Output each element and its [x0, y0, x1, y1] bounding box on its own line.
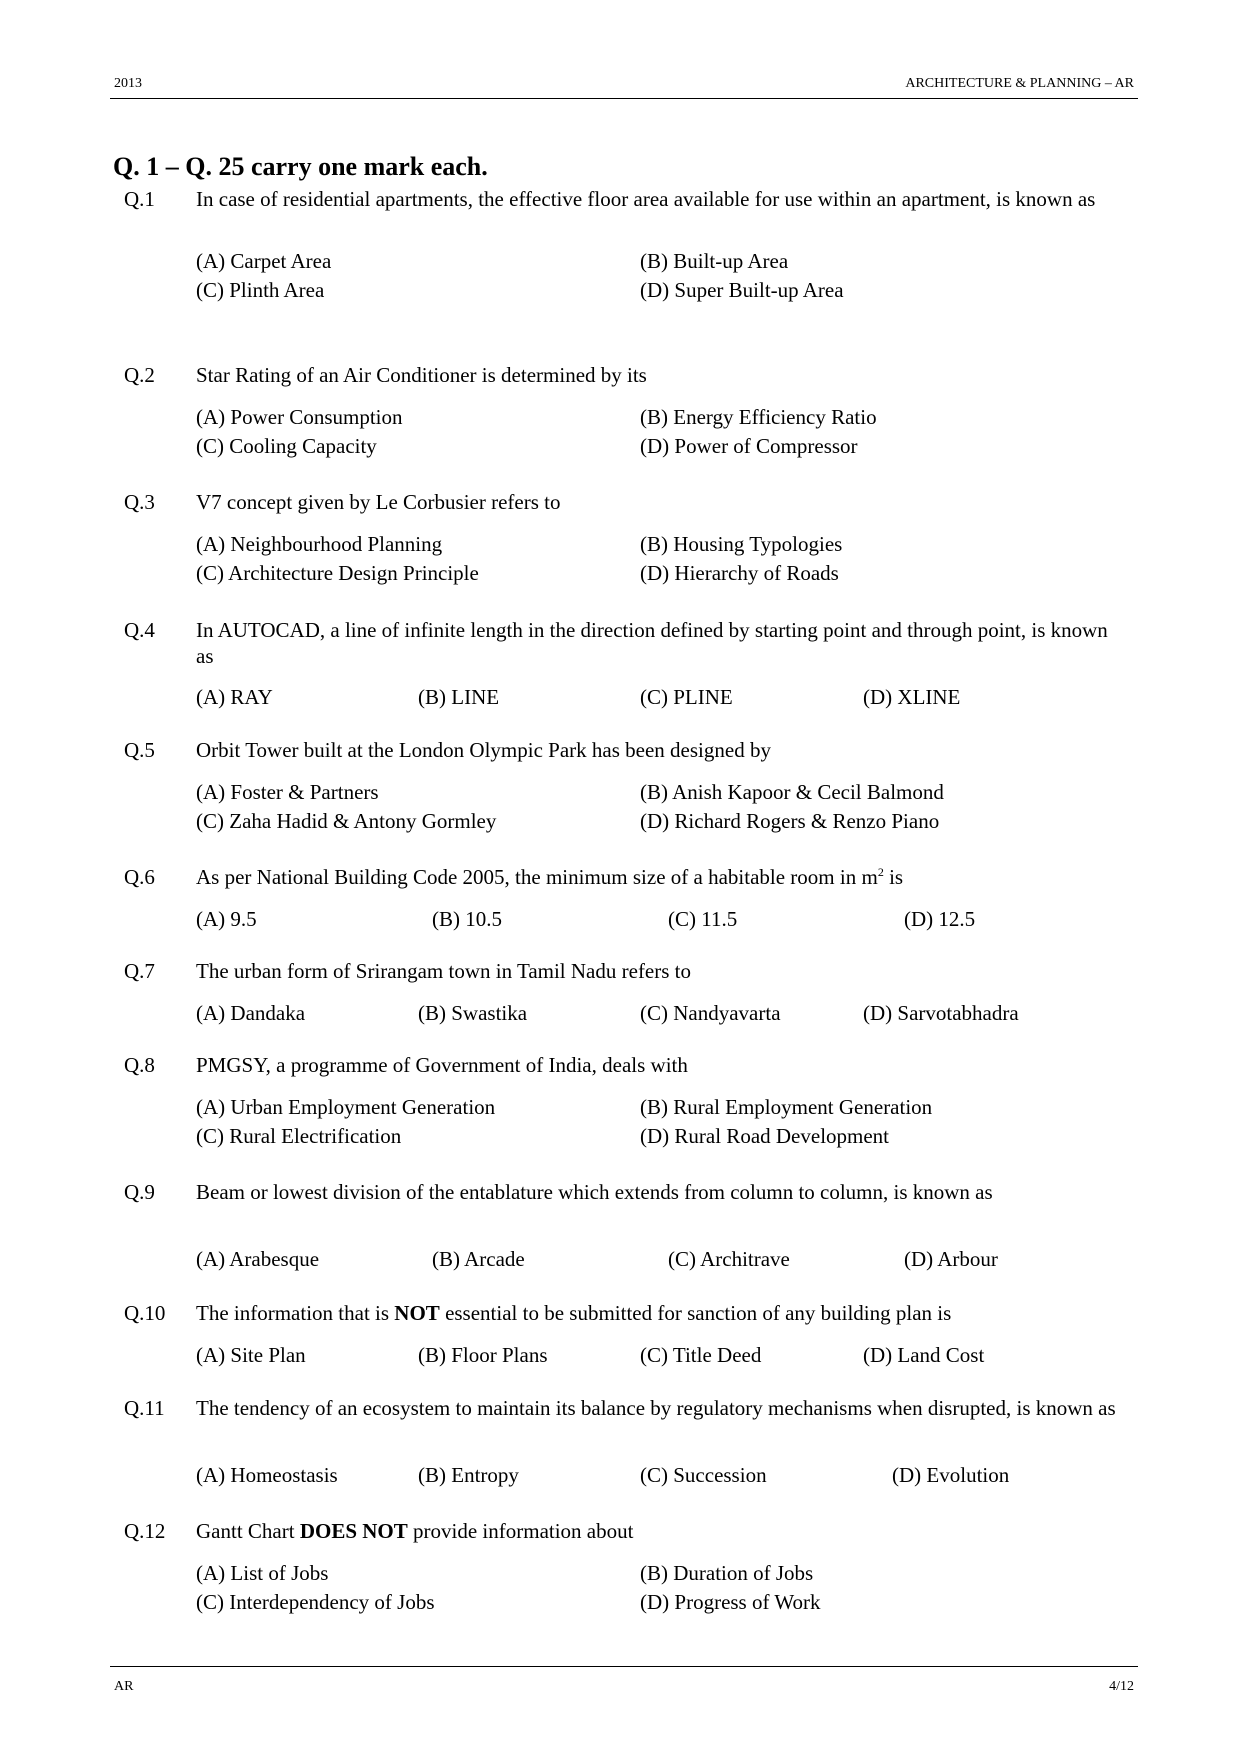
option-b[interactable]: (B) Energy Efficiency Ratio [640, 405, 877, 429]
option-b[interactable]: (B) Built-up Area [640, 249, 789, 273]
option-b[interactable]: (B) Floor Plans [418, 1343, 548, 1367]
option-c[interactable]: (C) Nandyavarta [640, 1001, 781, 1025]
option-d[interactable]: (D) Arbour [904, 1247, 998, 1271]
option-c[interactable]: (C) Architecture Design Principle [196, 561, 479, 585]
header-subject: ARCHITECTURE & PLANNING – AR [905, 76, 1134, 91]
question-number: Q.3 [124, 490, 155, 514]
option-b[interactable]: (B) Arcade [432, 1247, 525, 1271]
question-number: Q.4 [124, 618, 155, 642]
question-number: Q.6 [124, 865, 155, 889]
option-b[interactable]: (B) Anish Kapoor & Cecil Balmond [640, 780, 944, 804]
question-number: Q.9 [124, 1180, 155, 1204]
option-a[interactable]: (A) Urban Employment Generation [196, 1095, 496, 1119]
option-d[interactable]: (D) Evolution [892, 1463, 1010, 1487]
option-c[interactable]: (C) Interdependency of Jobs [196, 1590, 435, 1614]
question-text: The urban form of Srirangam town in Tamil Nadu refers to [196, 959, 692, 983]
option-d[interactable]: (D) XLINE [863, 685, 961, 709]
option-c[interactable]: (C) Rural Electrification [196, 1124, 402, 1148]
option-a[interactable]: (A) List of Jobs [196, 1561, 329, 1585]
question-text-end: is [883, 865, 904, 889]
option-d[interactable]: (D) 12.5 [904, 907, 976, 931]
question-text-start: Gantt Chart [196, 1519, 300, 1543]
page-number: 4/12 [1109, 1679, 1134, 1694]
option-d[interactable]: (D) Hierarchy of Roads [640, 561, 839, 585]
option-a[interactable]: (A) Carpet Area [196, 249, 332, 273]
question-text [196, 1518, 1121, 1544]
question-number: Q.10 [124, 1301, 166, 1325]
question-text: In AUTOCAD, a line of infinite length in the direction defined by starting point and through point, is known as [196, 618, 1108, 668]
question-number: Q.12 [124, 1519, 166, 1543]
question-number: Q.8 [124, 1053, 155, 1077]
option-c[interactable]: (C) Succession [640, 1463, 767, 1487]
option-c[interactable]: (C) 11.5 [668, 907, 738, 931]
header-year: 2013 [114, 76, 142, 91]
question-number: Q.2 [124, 363, 155, 387]
option-d[interactable]: (D) Rural Road Development [640, 1124, 890, 1148]
option-a[interactable]: (A) Neighbourhood Planning [196, 532, 443, 556]
option-a[interactable]: (A) Foster & Partners [196, 780, 379, 804]
option-a[interactable]: (A) Homeostasis [196, 1463, 338, 1487]
question-text [196, 864, 1121, 890]
footer-paper-code: AR [114, 1679, 134, 1694]
question-text: Star Rating of an Air Conditioner is determined by its [196, 363, 647, 387]
emphasis: NOT [394, 1301, 440, 1325]
option-b[interactable]: (B) Rural Employment Generation [640, 1095, 933, 1119]
option-a[interactable]: (A) 9.5 [196, 907, 257, 931]
question-text-end: essential to be submitted for sanction of any building plan is [439, 1301, 952, 1325]
question-text: V7 concept given by Le Corbusier refers to [196, 490, 561, 514]
section-title: Q. 1 – Q. 25 carry one mark each. [113, 152, 488, 181]
option-c[interactable]: (C) PLINE [640, 685, 733, 709]
option-c[interactable]: (C) Title Deed [640, 1343, 762, 1367]
option-a[interactable]: (A) RAY [196, 685, 273, 709]
option-a[interactable]: (A) Power Consumption [196, 405, 403, 429]
option-a[interactable]: (A) Dandaka [196, 1001, 306, 1025]
option-b[interactable]: (B) Entropy [418, 1463, 519, 1487]
option-d[interactable]: (D) Super Built-up Area [640, 278, 844, 302]
question-text-end: provide information about [407, 1519, 634, 1543]
question-number: Q.1 [124, 187, 155, 211]
option-b[interactable]: (B) 10.5 [432, 907, 502, 931]
option-d[interactable]: (D) Land Cost [863, 1343, 985, 1367]
option-b[interactable]: (B) Housing Typologies [640, 532, 843, 556]
option-d[interactable]: (D) Richard Rogers & Renzo Piano [640, 809, 940, 833]
question-number: Q.11 [124, 1396, 165, 1420]
option-c[interactable]: (C) Cooling Capacity [196, 434, 377, 458]
option-a[interactable]: (A) Arabesque [196, 1247, 320, 1271]
question-text: In case of residential apartments, the effective floor area available for use within an apartment, is known as [196, 187, 1096, 211]
question-text [196, 1300, 1121, 1326]
option-c[interactable]: (C) Plinth Area [196, 278, 325, 302]
question-text: Beam or lowest division of the entablature which extends from column to column, is known as [196, 1180, 993, 1204]
option-b[interactable]: (B) Swastika [418, 1001, 528, 1025]
question-text: PMGSY, a programme of Government of India, deals with [196, 1053, 688, 1077]
question-text-main: As per National Building Code 2005, the minimum size of a habitable room in m [196, 865, 878, 889]
option-b[interactable]: (B) LINE [418, 685, 500, 709]
option-c[interactable]: (C) Architrave [668, 1247, 790, 1271]
option-c[interactable]: (C) Zaha Hadid & Antony Gormley [196, 809, 497, 833]
option-a[interactable]: (A) Site Plan [196, 1343, 306, 1367]
option-b[interactable]: (B) Duration of Jobs [640, 1561, 814, 1585]
question-text: Orbit Tower built at the London Olympic Park has been designed by [196, 738, 771, 762]
superscript: 2 [877, 865, 884, 879]
option-d[interactable]: (D) Power of Compressor [640, 434, 858, 458]
option-d[interactable]: (D) Sarvotabhadra [863, 1001, 1019, 1025]
page-footer [110, 1666, 1138, 1697]
page-header [110, 74, 1138, 99]
question-number: Q.7 [124, 959, 155, 983]
option-d[interactable]: (D) Progress of Work [640, 1590, 821, 1614]
question-text: The tendency of an ecosystem to maintain its balance by regulatory mechanisms when disrupted, is known as [196, 1396, 1116, 1420]
question-text-start: The information that is [196, 1301, 395, 1325]
emphasis: DOES NOT [299, 1519, 408, 1543]
question-number: Q.5 [124, 738, 155, 762]
